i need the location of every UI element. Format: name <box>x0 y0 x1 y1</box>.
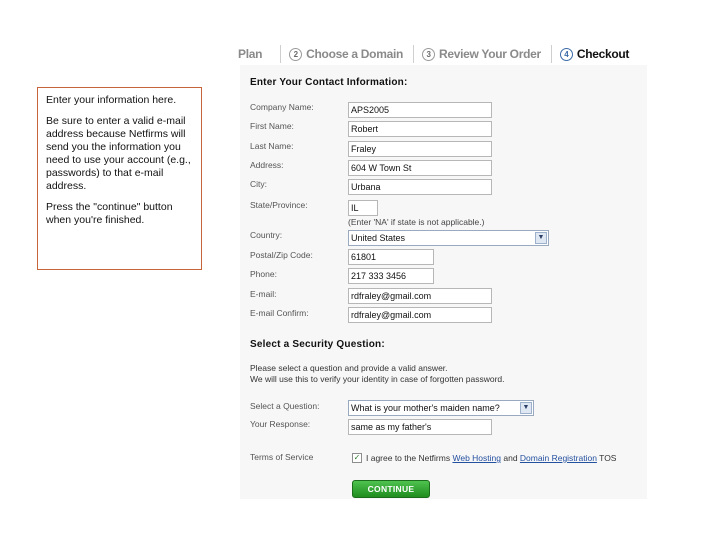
checkout-steps <box>238 43 648 65</box>
chevron-down-icon[interactable]: ▼ <box>520 402 532 414</box>
step-3-number-icon: 3 <box>422 48 435 61</box>
tos-label: Terms of Service <box>250 452 314 462</box>
step-checkout <box>560 43 639 65</box>
company-label: Company Name: <box>250 102 314 112</box>
tos-suffix: TOS <box>599 453 617 463</box>
note-line-1: Enter your information here. <box>46 94 177 106</box>
country-select[interactable] <box>348 230 549 246</box>
domain-registration-tos-link[interactable]: Domain Registration <box>519 453 597 463</box>
city-label: City: <box>250 179 267 189</box>
tos-and: and <box>503 453 518 463</box>
step-divider <box>280 45 281 63</box>
address-label: Address: <box>250 160 284 170</box>
step-review-order-label: Review Your Order <box>439 47 541 61</box>
email-confirm-label: E-mail Confirm: <box>250 308 309 318</box>
web-hosting-tos-link[interactable]: Web Hosting <box>452 453 501 463</box>
company-input[interactable]: APS2005 <box>348 102 492 118</box>
security-question-value: What is your mother's maiden name? <box>351 403 500 413</box>
city-input[interactable]: Urbana <box>348 179 492 195</box>
email-label: E-mail: <box>250 289 277 299</box>
tos-checkbox[interactable]: ✓ <box>353 453 361 462</box>
zip-input[interactable]: 61801 <box>348 249 434 265</box>
zip-label: Postal/Zip Code: <box>250 250 313 260</box>
first-name-input[interactable]: Robert <box>348 121 492 137</box>
response-input[interactable]: same as my father's <box>348 419 492 435</box>
note-line-2: Be sure to enter a valid e-mail address because Netfirms will send you the information you need to use your account (e.g., passwords) to that e-mail address. <box>46 115 191 192</box>
step-4-number-icon: 4 <box>560 48 573 61</box>
first-name-label: First Name: <box>250 121 294 131</box>
state-hint: (Enter 'NA' if state is not applicable.) <box>348 217 485 227</box>
security-instruction-2: We will use this to verify your identity in case of forgotten password. <box>250 374 505 384</box>
contact-section-title: Enter Your Contact Information: <box>250 77 408 88</box>
security-instruction-1: Please select a question and provide a valid answer. <box>250 363 448 373</box>
continue-button[interactable]: CONTINUE <box>352 480 430 498</box>
phone-input[interactable]: 217 333 3456 <box>348 268 434 284</box>
tos-text <box>366 453 616 463</box>
last-name-label: Last Name: <box>250 141 294 151</box>
step-divider <box>551 45 552 63</box>
step-checkout-label: Checkout <box>576 47 630 61</box>
state-label: State/Province: <box>250 200 308 210</box>
step-2-number-icon: 2 <box>289 48 302 61</box>
instruction-note <box>37 87 202 270</box>
country-label: Country: <box>250 230 283 240</box>
note-line-3: Press the "continue" button when you're finished. <box>46 201 173 226</box>
tos-prefix: I agree to the Netfirms <box>366 453 451 463</box>
security-section-title: Select a Security Question: <box>250 339 385 350</box>
phone-label: Phone: <box>250 269 277 279</box>
step-plan-label: Plan <box>238 47 263 61</box>
checkout-form <box>240 65 647 499</box>
step-choose-domain[interactable] <box>289 43 413 65</box>
chevron-down-icon[interactable]: ▼ <box>535 232 547 244</box>
question-label: Select a Question: <box>250 401 320 411</box>
email-confirm-input[interactable]: rdfraley@gmail.com <box>348 307 492 323</box>
country-selected-value: United States <box>351 233 406 243</box>
address-input[interactable]: 604 W Town St <box>348 160 492 176</box>
step-divider <box>413 45 414 63</box>
last-name-input[interactable]: Fraley <box>348 141 492 157</box>
security-question-select[interactable] <box>348 400 534 416</box>
state-input[interactable]: IL <box>348 200 378 216</box>
step-plan[interactable] <box>238 43 280 65</box>
email-input[interactable]: rdfraley@gmail.com <box>348 288 492 304</box>
step-review-order[interactable] <box>422 43 551 65</box>
step-choose-domain-label: Choose a Domain <box>306 47 404 61</box>
response-label: Your Response: <box>250 419 311 429</box>
